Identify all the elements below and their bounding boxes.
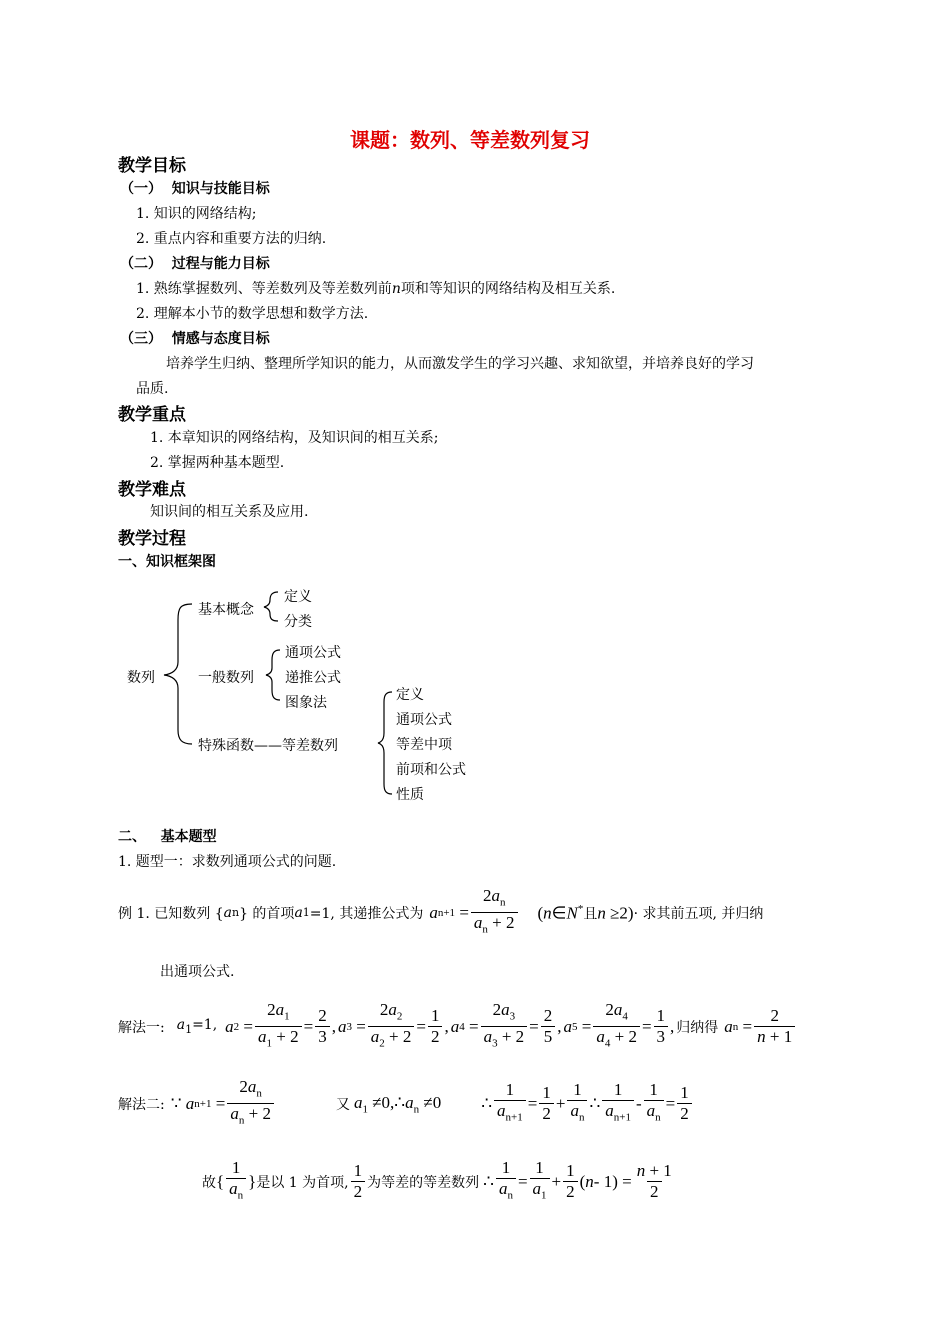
framework-heading: 一、知识框架图	[118, 554, 216, 570]
text: =1, 其递推公式为	[309, 905, 424, 922]
text: 为等差的等差数列	[367, 1174, 480, 1191]
tree-general-child-2: 递推公式	[285, 670, 341, 686]
section-title: 知识与技能目标	[171, 181, 270, 197]
common-difference: $\frac{1}{2}$	[351, 1161, 366, 1202]
basic-types-heading	[118, 826, 217, 846]
solution-2-line-1	[118, 1077, 694, 1131]
var: a	[223, 904, 232, 921]
goals-s1-item-1: 1. 知识的网络结构;	[136, 206, 257, 222]
term-a3: a 3 = $\frac{2a_2}{a_2 + 2}$ = $\frac{1}{2}$ ,	[338, 1000, 449, 1054]
general-term: a n = $\frac{2}{n + 1}$	[724, 1006, 797, 1047]
page-title: 课题：数列、等差数列复习	[350, 128, 590, 152]
difficulty-heading: 教学难点	[118, 480, 186, 500]
goals-s3-line-1: 培养学生归纳、整理所学知识的能力，从而激发学生的学习兴趣、求知欲望，并培养良好的学习	[166, 356, 754, 372]
text: 1. 熟练掌握数列、等差数列及等差数列前	[136, 281, 392, 297]
solution-label: 解法一:	[118, 1019, 165, 1036]
term-a2: a 2 = $\frac{2a_1}{a_1 + 2}$ = $\frac{2}{3}$ ,	[225, 1000, 336, 1054]
tree-special-child-3: 等差中项	[396, 737, 452, 753]
section-number: 二、	[118, 829, 146, 845]
goals-s1-item-2: 2. 重点内容和重要方法的归纳.	[136, 231, 327, 247]
section-label: （一）	[120, 181, 162, 197]
solution-1-terms	[217, 1000, 674, 1054]
goals-heading: 教学目标	[118, 156, 186, 176]
tree-general-child-3: 图象法	[285, 695, 327, 711]
a1-value: $a_1=1$,	[176, 1017, 218, 1037]
root-brace	[164, 604, 192, 744]
text: 项和等知识的网络结构及相互关系.	[400, 281, 616, 297]
reciprocal-seq: { $\frac{1}{a_n}$ }	[216, 1158, 256, 1205]
tree-general: 一般数列	[198, 670, 254, 686]
section-label: （二）	[120, 256, 162, 272]
term-a5: a 5 = $\frac{2a_4}{a_4 + 2}$ = $\frac{1}{3}$ ,	[564, 1000, 675, 1054]
section-title: 情感与态度目标	[171, 331, 270, 347]
special-brace	[378, 692, 392, 794]
text: 故	[202, 1174, 216, 1191]
tree-special: 特殊函数——等差数列	[198, 738, 338, 754]
section-title: 基本题型	[160, 829, 217, 845]
goals-s3-line-2: 品质.	[136, 381, 169, 397]
tree-special-child-2: 通项公式	[396, 712, 452, 728]
tree-basic: 基本概念	[198, 602, 254, 618]
example-1-line-2: 出通项公式.	[160, 964, 235, 980]
text: 是以 1 为首项,	[256, 1174, 349, 1191]
text: 例 1. 已知数列 {	[118, 905, 224, 922]
section-title: 过程与能力目标	[171, 256, 270, 272]
goals-s2-item-2: 2. 理解本小节的数学思想和数学方法.	[136, 306, 369, 322]
process-heading: 教学过程	[118, 529, 186, 549]
key-item-2: 2. 掌握两种基本题型.	[150, 455, 285, 471]
reciprocal-formula: ∴ $\frac{1}{a_n}$ = $\frac{1}{a_1}$ + $\frac{1}{2}$ ( n - 1) = $\frac{n + 1}{2}$	[483, 1158, 677, 1205]
tree-general-child-1: 通项公式	[285, 645, 341, 661]
nonzero-condition: $a_1$ $\ne 0,\therefore a_n \ne 0$	[353, 1092, 442, 1116]
key-item-1: 1. 本章知识的网络结构，及知识间的相互关系;	[150, 430, 439, 446]
condition: (n∈N*且n ≥2)	[537, 902, 634, 923]
key-heading: 教学重点	[118, 405, 186, 425]
fraction: $\frac{2a_n}{a_n + 2}$	[471, 886, 518, 940]
type-1: 1. 题型一：求数列通项公式的问题.	[118, 854, 337, 870]
tree-special-child-4: 前项和公式	[396, 762, 466, 778]
var: a	[294, 904, 303, 921]
term-a4: a 4 = $\frac{2a_3}{a_3 + 2}$ = $\frac{2}{5}$ ,	[451, 1000, 562, 1054]
text: } 的首项	[239, 905, 295, 922]
difficulty-text: 知识间的相互关系及应用.	[150, 504, 309, 520]
solution-1	[118, 1000, 797, 1054]
solution-label: 解法二:	[118, 1096, 165, 1113]
subscript: n	[231, 906, 240, 920]
text: 归纳得	[676, 1019, 719, 1036]
example-1-line-1	[118, 886, 763, 940]
recurrence-restated: ∵ a n+1 = $\frac{2a_n}{a_n + 2}$	[171, 1077, 276, 1131]
tree-basic-child-2: 分类	[284, 614, 312, 630]
general-brace	[266, 650, 280, 700]
var-n: n	[391, 281, 401, 297]
tree-basic-child-1: 定义	[284, 589, 312, 605]
tree-root: 数列	[127, 670, 155, 686]
solution-2-line-2	[202, 1158, 677, 1205]
section-label: （三）	[120, 331, 162, 347]
recurrence-formula: a n+1 = $\frac{2a_n}{a_n + 2}$	[429, 886, 519, 940]
reciprocal-relation: ∴ $\frac{1}{a_{n+1}}$ = $\frac{1}{2}$ + $\frac{1}{a_n}$ ∴ $\frac{1}{a_{n+1}}$ - $\frac{1}{a_n}$ = $\frac{1}{2}$	[481, 1080, 694, 1127]
text: · 求其前五项, 并归纳	[633, 905, 764, 922]
tree-special-child-1: 定义	[396, 687, 424, 703]
subscript: 1	[302, 906, 310, 920]
basic-brace	[264, 592, 278, 621]
text: 又	[335, 1096, 350, 1113]
tree-special-child-5: 性质	[396, 787, 424, 803]
